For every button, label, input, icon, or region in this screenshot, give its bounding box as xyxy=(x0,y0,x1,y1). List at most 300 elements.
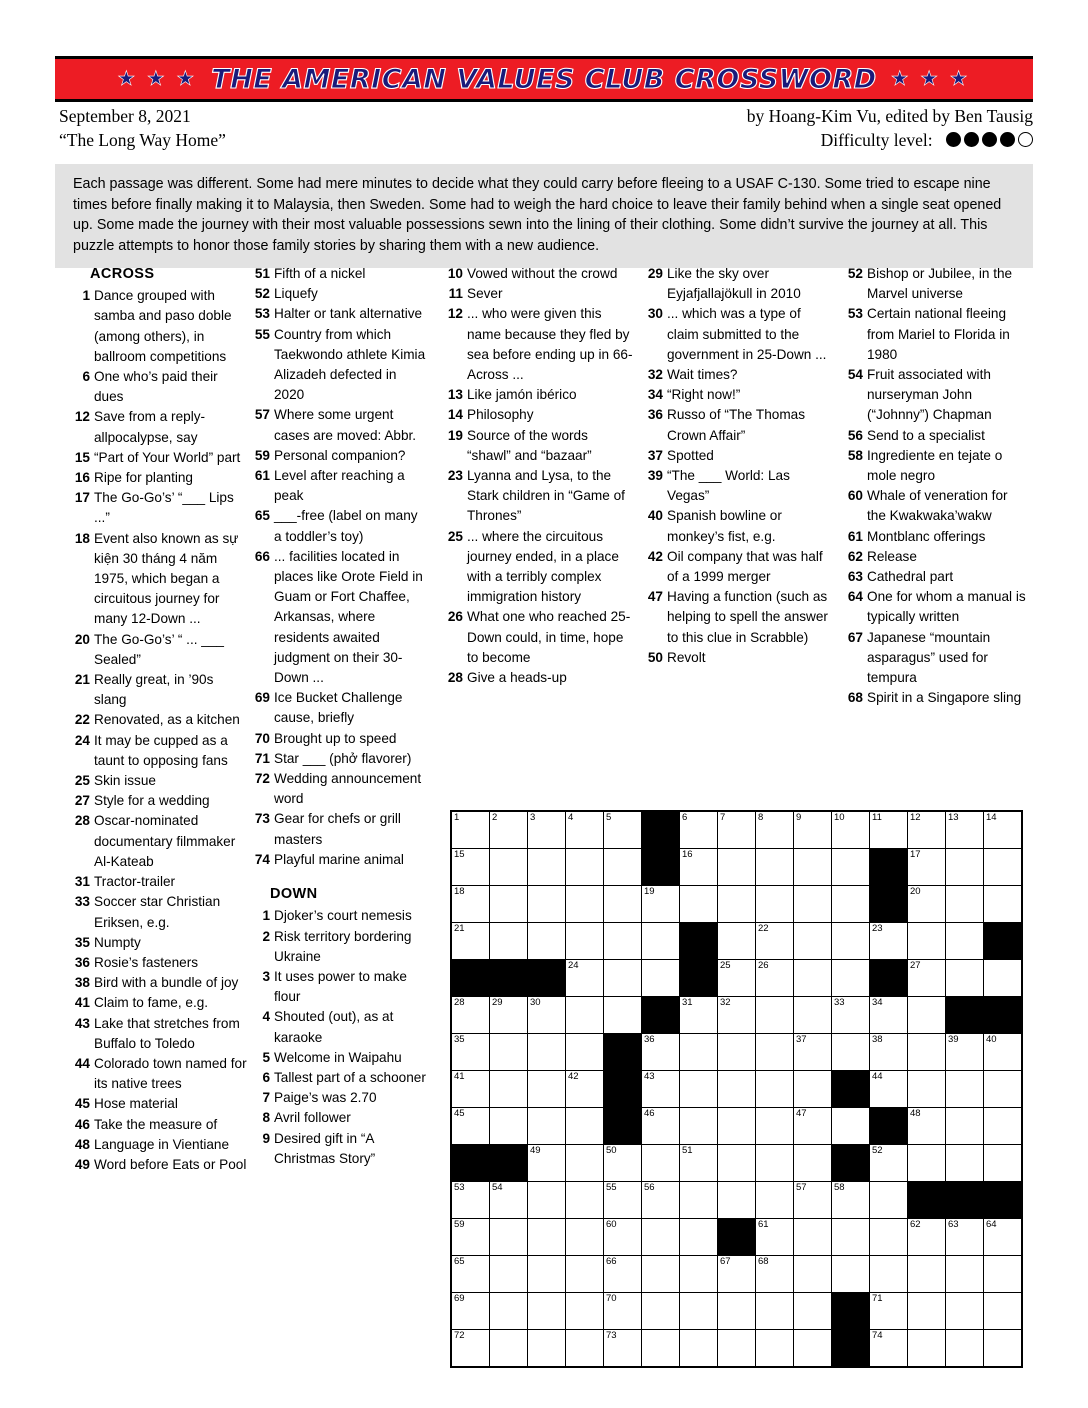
grid-cell[interactable] xyxy=(642,1219,680,1256)
clue-across-61[interactable] xyxy=(252,466,427,506)
clue-down-28[interactable] xyxy=(445,668,635,688)
grid-cell[interactable] xyxy=(984,886,1023,923)
grid-cell[interactable] xyxy=(642,960,680,997)
grid-cell[interactable] xyxy=(756,1219,794,1256)
difficulty-dot-2 xyxy=(964,132,979,147)
grid-cell[interactable] xyxy=(680,886,718,923)
grid-row xyxy=(451,1182,1022,1219)
clue-text: Hose material xyxy=(94,1096,178,1112)
grid-cell[interactable] xyxy=(794,1182,832,1219)
grid-cell[interactable] xyxy=(528,886,566,923)
clue-down-4[interactable] xyxy=(252,1007,427,1047)
clue-down-39[interactable] xyxy=(645,466,830,506)
grid-cell[interactable] xyxy=(566,1219,604,1256)
grid-cell[interactable] xyxy=(451,1071,490,1108)
grid-cell[interactable] xyxy=(984,1034,1023,1071)
clue-down-53[interactable] xyxy=(845,304,1030,365)
grid-cell[interactable] xyxy=(604,997,642,1034)
clue-across-65[interactable] xyxy=(252,506,427,546)
grid-cell[interactable] xyxy=(451,997,490,1034)
grid-cell[interactable] xyxy=(490,1256,528,1293)
clue-across-22[interactable] xyxy=(72,710,247,730)
clue-down-13[interactable] xyxy=(445,385,635,405)
grid-cell[interactable] xyxy=(946,886,984,923)
clue-text: Spirit in a Singapore sling xyxy=(867,690,1022,706)
clue-across-1[interactable] xyxy=(72,286,247,367)
grid-cell[interactable] xyxy=(756,1330,794,1368)
grid-cell[interactable] xyxy=(718,1108,756,1145)
clue-across-45[interactable] xyxy=(72,1094,247,1114)
clue-down-30[interactable] xyxy=(645,304,830,365)
grid-cell[interactable] xyxy=(451,1034,490,1071)
grid-cell[interactable] xyxy=(908,1293,946,1330)
clue-across-35[interactable] xyxy=(72,933,247,953)
grid-cell[interactable] xyxy=(604,1293,642,1330)
grid-cell[interactable] xyxy=(870,1071,908,1108)
clue-across-28[interactable] xyxy=(72,811,247,872)
grid-cell[interactable] xyxy=(984,1293,1023,1330)
grid-cell[interactable] xyxy=(566,886,604,923)
grid-cell[interactable] xyxy=(451,1293,490,1330)
grid-cell[interactable] xyxy=(756,1071,794,1108)
grid-cell-number: 73 xyxy=(606,1330,617,1341)
clue-down-36[interactable] xyxy=(645,405,830,445)
clue-across-15[interactable] xyxy=(72,448,247,468)
clue-across-49[interactable] xyxy=(72,1155,247,1175)
clue-across-51[interactable] xyxy=(252,264,427,284)
grid-cell[interactable] xyxy=(718,997,756,1034)
clue-down-52[interactable] xyxy=(845,264,1030,304)
grid-cell[interactable] xyxy=(908,1034,946,1071)
grid-cell[interactable] xyxy=(794,849,832,886)
grid-cell[interactable] xyxy=(946,923,984,960)
grid-cell[interactable] xyxy=(566,1330,604,1368)
grid-cell[interactable] xyxy=(642,886,680,923)
grid-cell-number: 40 xyxy=(986,1034,997,1045)
clue-down-9[interactable] xyxy=(252,1129,427,1169)
clue-across-52[interactable] xyxy=(252,284,427,304)
grid-cell[interactable] xyxy=(528,997,566,1034)
clue-text: Lake that stretches from Buffalo to Toledo xyxy=(94,1015,240,1051)
grid-cell[interactable] xyxy=(718,811,756,849)
grid-cell[interactable] xyxy=(642,1293,680,1330)
grid-cell[interactable] xyxy=(832,1219,870,1256)
grid-cell[interactable] xyxy=(604,1219,642,1256)
grid-cell[interactable] xyxy=(490,886,528,923)
clue-down-56[interactable] xyxy=(845,426,1030,446)
grid-cell[interactable] xyxy=(832,960,870,997)
clue-down-37[interactable] xyxy=(645,446,830,466)
grid-cell[interactable] xyxy=(756,997,794,1034)
clue-down-19[interactable] xyxy=(445,426,635,466)
grid-cell[interactable] xyxy=(908,997,946,1034)
grid-cell[interactable] xyxy=(490,1293,528,1330)
grid-cell[interactable] xyxy=(528,811,566,849)
grid-cell[interactable] xyxy=(794,1108,832,1145)
clue-across-70[interactable] xyxy=(252,729,427,749)
grid-cell[interactable] xyxy=(642,1108,680,1145)
grid-cell[interactable] xyxy=(680,1256,718,1293)
clue-text: Having a function (such as helping to spell the answer to this clue in Scrabble) xyxy=(667,589,828,645)
grid-cell[interactable] xyxy=(908,960,946,997)
clue-down-25[interactable] xyxy=(445,527,635,608)
grid-cell[interactable] xyxy=(794,923,832,960)
grid-cell[interactable] xyxy=(756,1182,794,1219)
clue-across-36[interactable] xyxy=(72,953,247,973)
grid-cell[interactable] xyxy=(451,1256,490,1293)
clue-across-38[interactable] xyxy=(72,973,247,993)
grid-cell[interactable] xyxy=(870,1219,908,1256)
clue-down-6[interactable] xyxy=(252,1068,427,1088)
grid-cell[interactable] xyxy=(642,1145,680,1182)
grid-cell[interactable] xyxy=(680,1219,718,1256)
grid-cell[interactable] xyxy=(794,960,832,997)
grid-cell[interactable] xyxy=(718,1071,756,1108)
clue-down-34[interactable] xyxy=(645,385,830,405)
grid-cell[interactable] xyxy=(908,1145,946,1182)
grid-cell[interactable] xyxy=(718,1182,756,1219)
grid-cell[interactable] xyxy=(642,1330,680,1368)
grid-cell[interactable] xyxy=(832,1256,870,1293)
grid-cell[interactable] xyxy=(756,1108,794,1145)
grid-cell[interactable] xyxy=(870,1145,908,1182)
grid-cell[interactable] xyxy=(794,1256,832,1293)
clue-down-50[interactable] xyxy=(645,648,830,668)
grid-cell[interactable] xyxy=(680,1034,718,1071)
clue-across-16[interactable] xyxy=(72,468,247,488)
grid-cell[interactable] xyxy=(946,811,984,849)
grid-cell[interactable] xyxy=(566,811,604,849)
grid-cell[interactable] xyxy=(718,886,756,923)
grid-cell[interactable] xyxy=(451,923,490,960)
clue-down-54[interactable] xyxy=(845,365,1030,426)
grid-cell[interactable] xyxy=(756,849,794,886)
clue-down-63[interactable] xyxy=(845,567,1030,587)
clue-across-44[interactable] xyxy=(72,1054,247,1094)
grid-cell[interactable] xyxy=(946,1034,984,1071)
grid-cell[interactable] xyxy=(832,997,870,1034)
grid-cell[interactable] xyxy=(756,1034,794,1071)
grid-cell[interactable] xyxy=(490,1034,528,1071)
grid-cell[interactable] xyxy=(832,1108,870,1145)
grid-cell[interactable] xyxy=(756,886,794,923)
clue-down-3[interactable] xyxy=(252,967,427,1007)
grid-cell[interactable] xyxy=(794,997,832,1034)
grid-cell[interactable] xyxy=(604,1145,642,1182)
grid-cell[interactable] xyxy=(756,960,794,997)
grid-cell[interactable] xyxy=(984,1108,1023,1145)
clue-across-46[interactable] xyxy=(72,1115,247,1135)
grid-cell[interactable] xyxy=(490,811,528,849)
grid-cell[interactable] xyxy=(870,1182,908,1219)
grid-cell[interactable] xyxy=(832,849,870,886)
grid-cell[interactable] xyxy=(604,849,642,886)
grid-cell[interactable] xyxy=(490,1108,528,1145)
grid-cell[interactable] xyxy=(870,1293,908,1330)
grid-cell[interactable] xyxy=(680,1145,718,1182)
grid-cell[interactable] xyxy=(870,1256,908,1293)
grid-cell[interactable] xyxy=(908,1071,946,1108)
clue-across-53[interactable] xyxy=(252,304,427,324)
grid-cell[interactable] xyxy=(566,1182,604,1219)
grid-cell[interactable] xyxy=(490,1330,528,1368)
clue-number: 72 xyxy=(254,771,270,787)
clue-down-14[interactable] xyxy=(445,405,635,425)
clue-across-57[interactable] xyxy=(252,405,427,445)
clue-number: 49 xyxy=(74,1156,90,1172)
grid-cell[interactable] xyxy=(756,923,794,960)
clue-across-27[interactable] xyxy=(72,791,247,811)
grid-cell[interactable] xyxy=(984,960,1023,997)
grid-cell[interactable] xyxy=(451,1330,490,1368)
grid-cell[interactable] xyxy=(908,1330,946,1368)
grid-cell[interactable] xyxy=(680,1330,718,1368)
grid-row xyxy=(451,923,1022,960)
masthead-banner xyxy=(55,56,1033,102)
grid-cell[interactable] xyxy=(908,923,946,960)
clue-across-6[interactable] xyxy=(72,367,247,407)
grid-cell[interactable] xyxy=(718,1034,756,1071)
grid-cell[interactable] xyxy=(794,1034,832,1071)
grid-cell[interactable] xyxy=(908,1108,946,1145)
clue-across-73[interactable] xyxy=(252,809,427,849)
grid-cell[interactable] xyxy=(832,886,870,923)
grid-cell[interactable] xyxy=(528,923,566,960)
grid-cell[interactable] xyxy=(756,811,794,849)
grid-cell[interactable] xyxy=(451,1108,490,1145)
grid-cell[interactable] xyxy=(908,1256,946,1293)
grid-cell[interactable] xyxy=(566,997,604,1034)
grid-cell[interactable] xyxy=(451,886,490,923)
grid-cell-number: 27 xyxy=(910,960,921,971)
grid-cell[interactable] xyxy=(490,923,528,960)
grid-cell[interactable] xyxy=(946,960,984,997)
grid-cell[interactable] xyxy=(718,1145,756,1182)
clue-down-47[interactable] xyxy=(645,587,830,648)
grid-cell[interactable] xyxy=(566,1293,604,1330)
clue-down-32[interactable] xyxy=(645,365,830,385)
grid-row xyxy=(451,960,1022,997)
grid-cell[interactable] xyxy=(794,886,832,923)
grid-cell[interactable] xyxy=(566,849,604,886)
clue-across-55[interactable] xyxy=(252,325,427,406)
grid-cell[interactable] xyxy=(946,1219,984,1256)
clue-down-26[interactable] xyxy=(445,607,635,668)
grid-cell[interactable] xyxy=(794,1145,832,1182)
grid-cell[interactable] xyxy=(490,1219,528,1256)
grid-cell[interactable] xyxy=(528,1256,566,1293)
grid-cell[interactable] xyxy=(680,811,718,849)
clue-across-20[interactable] xyxy=(72,630,247,670)
grid-cell[interactable] xyxy=(490,997,528,1034)
grid-cell[interactable] xyxy=(984,1145,1023,1182)
grid-cell[interactable] xyxy=(680,1293,718,1330)
grid-cell[interactable] xyxy=(794,1330,832,1368)
clue-down-40[interactable] xyxy=(645,506,830,546)
grid-cell[interactable] xyxy=(490,1071,528,1108)
clue-down-60[interactable] xyxy=(845,486,1030,526)
grid-cell[interactable] xyxy=(908,1219,946,1256)
grid-cell[interactable] xyxy=(566,1256,604,1293)
grid-cell[interactable] xyxy=(946,1293,984,1330)
clue-across-31[interactable] xyxy=(72,872,247,892)
clue-down-42[interactable] xyxy=(645,547,830,587)
grid-cell[interactable] xyxy=(642,923,680,960)
clue-text: Gear for chefs or grill masters xyxy=(274,811,401,847)
grid-cell[interactable] xyxy=(528,1330,566,1368)
clue-down-5[interactable] xyxy=(252,1048,427,1068)
grid-cell[interactable] xyxy=(642,1182,680,1219)
grid-cell[interactable] xyxy=(604,1182,642,1219)
grid-cell[interactable] xyxy=(680,1182,718,1219)
grid-cell[interactable] xyxy=(604,811,642,849)
clue-across-17[interactable] xyxy=(72,488,247,528)
grid-cell[interactable] xyxy=(832,923,870,960)
grid-cell[interactable] xyxy=(680,1108,718,1145)
grid-cell[interactable] xyxy=(946,1071,984,1108)
grid-cell[interactable] xyxy=(718,1293,756,1330)
clue-down-10[interactable] xyxy=(445,264,635,284)
clue-across-21[interactable] xyxy=(72,670,247,710)
grid-cell[interactable] xyxy=(794,1293,832,1330)
grid-cell[interactable] xyxy=(794,811,832,849)
grid-cell[interactable] xyxy=(680,849,718,886)
clue-across-25[interactable] xyxy=(72,771,247,791)
clue-across-24[interactable] xyxy=(72,731,247,771)
grid-cell[interactable] xyxy=(718,923,756,960)
grid-cell[interactable] xyxy=(566,923,604,960)
clue-down-11[interactable] xyxy=(445,284,635,304)
clue-across-59[interactable] xyxy=(252,446,427,466)
grid-cell[interactable] xyxy=(604,923,642,960)
grid-cell[interactable] xyxy=(984,849,1023,886)
grid-cell-block xyxy=(451,1145,490,1182)
grid-cell[interactable] xyxy=(566,1145,604,1182)
grid-cell[interactable] xyxy=(870,997,908,1034)
grid-cell[interactable] xyxy=(642,1034,680,1071)
clue-across-41[interactable] xyxy=(72,993,247,1013)
grid-cell[interactable] xyxy=(528,1219,566,1256)
grid-cell[interactable] xyxy=(984,811,1023,849)
grid-cell[interactable] xyxy=(718,1330,756,1368)
grid-cell[interactable] xyxy=(946,849,984,886)
grid-cell[interactable] xyxy=(756,1145,794,1182)
grid-cell[interactable] xyxy=(756,1293,794,1330)
grid-cell[interactable] xyxy=(718,849,756,886)
grid-cell[interactable] xyxy=(528,1108,566,1145)
clue-down-67[interactable] xyxy=(845,628,1030,689)
grid-cell[interactable] xyxy=(528,1293,566,1330)
grid-cell[interactable] xyxy=(946,1145,984,1182)
clue-across-69[interactable] xyxy=(252,688,427,728)
grid-cell[interactable] xyxy=(528,1145,566,1182)
clue-down-7[interactable] xyxy=(252,1088,427,1108)
clue-across-71[interactable] xyxy=(252,749,427,769)
clue-text: Whale of veneration for the Kwakwaka’wakw xyxy=(867,488,1008,524)
grid-row xyxy=(451,811,1022,849)
grid-cell[interactable] xyxy=(870,1034,908,1071)
grid-cell[interactable] xyxy=(832,1034,870,1071)
crossword-grid[interactable] xyxy=(450,810,1023,1368)
grid-cell[interactable] xyxy=(566,1108,604,1145)
grid-cell[interactable] xyxy=(642,1071,680,1108)
grid-cell[interactable] xyxy=(984,1330,1023,1368)
clue-down-64[interactable] xyxy=(845,587,1030,627)
grid-cell[interactable] xyxy=(604,1256,642,1293)
grid-cell[interactable] xyxy=(756,1256,794,1293)
clue-down-2[interactable] xyxy=(252,927,427,967)
grid-cell[interactable] xyxy=(946,1108,984,1145)
grid-cell[interactable] xyxy=(680,997,718,1034)
clue-across-33[interactable] xyxy=(72,892,247,932)
clue-across-43[interactable] xyxy=(72,1014,247,1054)
clue-across-12[interactable] xyxy=(72,407,247,447)
grid-cell[interactable] xyxy=(832,1182,870,1219)
grid-cell[interactable] xyxy=(451,1219,490,1256)
grid-cell[interactable] xyxy=(946,1256,984,1293)
grid-cell[interactable] xyxy=(490,849,528,886)
grid-cell[interactable] xyxy=(908,849,946,886)
grid-cell[interactable] xyxy=(984,1071,1023,1108)
clue-across-74[interactable] xyxy=(252,850,427,870)
grid-cell[interactable] xyxy=(566,1034,604,1071)
clue-across-72[interactable] xyxy=(252,769,427,809)
grid-cell[interactable] xyxy=(604,960,642,997)
grid-cell[interactable] xyxy=(718,960,756,997)
clue-text: Certain national fleeing from Mariel to Florida in 1980 xyxy=(867,306,1010,362)
grid-cell[interactable] xyxy=(908,886,946,923)
grid-cell[interactable] xyxy=(870,923,908,960)
grid-cell[interactable] xyxy=(451,849,490,886)
clue-across-66[interactable] xyxy=(252,547,427,688)
grid-cell[interactable] xyxy=(642,1256,680,1293)
grid-cell[interactable] xyxy=(604,886,642,923)
grid-cell[interactable] xyxy=(528,849,566,886)
grid-cell[interactable] xyxy=(451,811,490,849)
grid-cell[interactable] xyxy=(566,960,604,997)
grid-cell[interactable] xyxy=(680,1071,718,1108)
grid-cell[interactable] xyxy=(794,1219,832,1256)
grid-cell[interactable] xyxy=(490,1182,528,1219)
grid-cell[interactable] xyxy=(984,1256,1023,1293)
clue-down-1[interactable] xyxy=(252,906,427,926)
grid-cell[interactable] xyxy=(528,1071,566,1108)
grid-cell[interactable] xyxy=(528,1034,566,1071)
grid-cell[interactable] xyxy=(984,1219,1023,1256)
grid-cell[interactable] xyxy=(870,1330,908,1368)
clue-across-18[interactable] xyxy=(72,529,247,630)
grid-cell[interactable] xyxy=(946,1330,984,1368)
grid-cell[interactable] xyxy=(870,811,908,849)
grid-cell[interactable] xyxy=(794,1071,832,1108)
grid-cell[interactable] xyxy=(908,811,946,849)
grid-cell[interactable] xyxy=(528,1182,566,1219)
clue-down-58[interactable] xyxy=(845,446,1030,486)
clue-across-48[interactable] xyxy=(72,1135,247,1155)
grid-cell[interactable] xyxy=(718,1256,756,1293)
grid-cell[interactable] xyxy=(604,1330,642,1368)
clue-down-12[interactable] xyxy=(445,304,635,385)
clue-down-29[interactable] xyxy=(645,264,830,304)
grid-cell[interactable] xyxy=(832,811,870,849)
clue-down-23[interactable] xyxy=(445,466,635,527)
grid-cell[interactable] xyxy=(451,1182,490,1219)
clue-down-61[interactable] xyxy=(845,527,1030,547)
clue-down-68[interactable] xyxy=(845,688,1030,708)
clue-down-62[interactable] xyxy=(845,547,1030,567)
clue-down-8[interactable] xyxy=(252,1108,427,1128)
grid-cell[interactable] xyxy=(566,1071,604,1108)
